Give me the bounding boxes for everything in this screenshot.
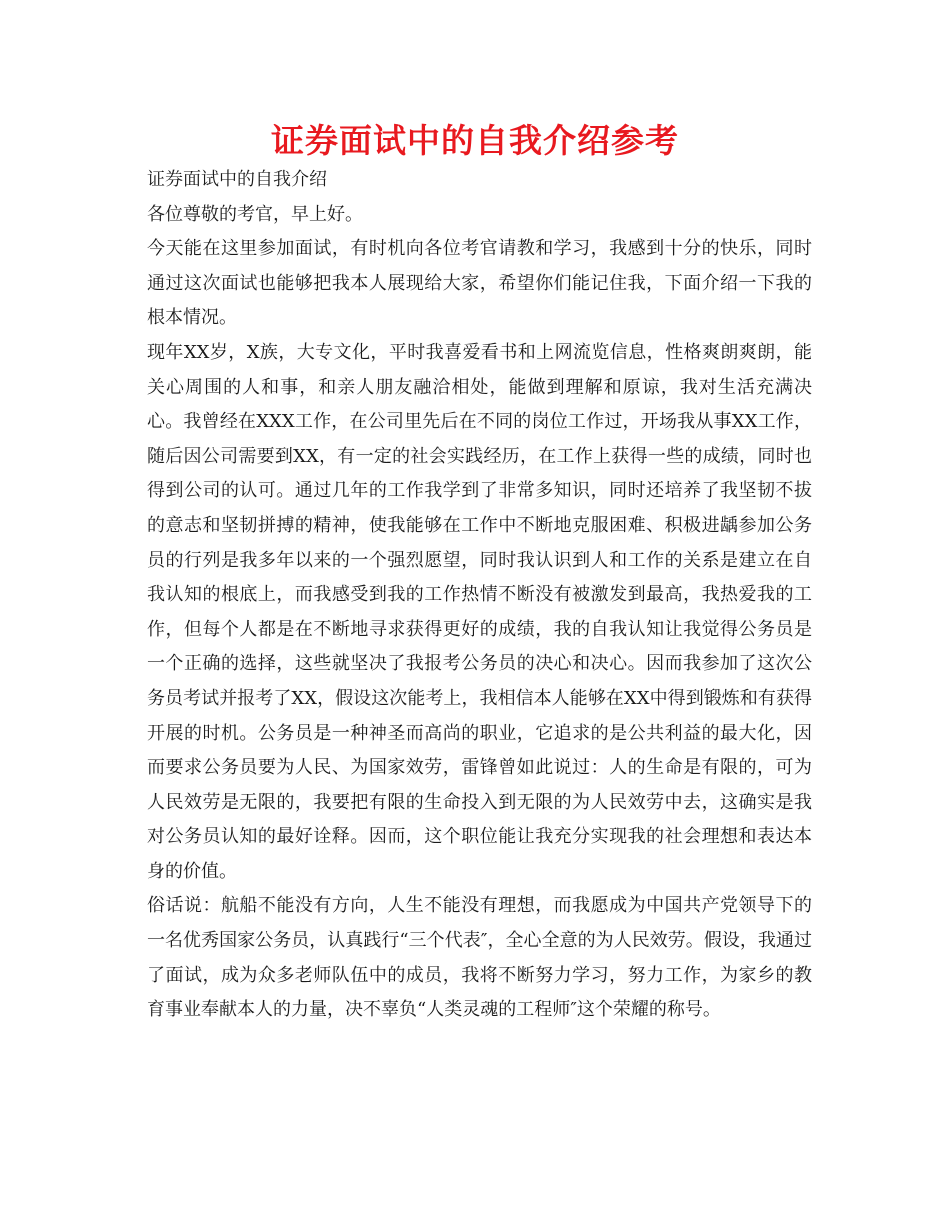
paragraph-intro: 今天能在这里参加面试，有时机向各位考官请教和学习，我感到十分的快乐，同时通过这次面试也能够把我本人展现给大家，希望你们能记住我，下面介绍一下我的根本情况。 (147, 238, 812, 329)
paragraph-closing: 俗话说：航船不能没有方向，人生不能没有理想，而我愿成为中国共产党领导下的一名优秀国家公务员，认真践行“三个代表″，全心全意的为人民效劳。假设，我通过了面试，成为众多老师队伍中的成员，我将不断努力学习，努力工作，为家乡的教育事业奉献本人的力量，决不辜负“人类灵魂的工程师″这个荣耀的称号。 (147, 895, 812, 1021)
paragraph-subtitle: 证券面试中的自我介绍 (147, 169, 327, 190)
paragraph-background: 现年XX岁，X族，大专文化，平时我喜爱看书和上网流览信息，性格爽朗爽朗，能关心周围的人和事，和亲人朋友融洽相处，能做到理解和原谅，我对生活充满决心。我曾经在XXX工作，在公司里先后在不同的岗位工作过，开场我从事XX工作，随后因公司需要到XX，有一定的社会实践经历，在工作上获得一些的成绩，同时也得到公司的认可。通过几年的工作我学到了非常多知识，同时还培养了我坚韧不拔的意志和坚韧拼搏的精神，使我能够在工作中不断地克服困难、积极进龋参加公务员的行列是我多年以来的一个强烈愿望，同时我认识到人和工作的关系是建立在自我认知的根底上，而我感受到我的工作热情不断没有被激发到最高，我热爱我的工作，但每个人都是在不断地寻求获得更好的成绩，我的自我认知让我觉得公务员是一个正确的选择，这些就坚决了我报考公务员的决心和决心。因而我参加了这次公务员考试并报考了XX，假设这次能考上，我相信本人能够在XX中得到锻炼和有获得开展的时机。公务员是一种神圣而高尚的职业，它追求的是公共利益的最大化，因而要求公务员要为人民、为国家效劳，雷锋曾如此说过：人的生命是有限的，可为人民效劳是无限的，我要把有限的生命投入到无限的为人民效劳中去，这确实是我对公务员认知的最好诠释。因而，这个职位能让我充分实现我的社会理想和表达本身的价值。 (147, 341, 812, 882)
document-body (147, 163, 812, 1028)
document-title: 证券面试中的自我介绍参考 (271, 121, 679, 160)
paragraph-greeting: 各位尊敬的考官，早上好。 (147, 203, 363, 225)
